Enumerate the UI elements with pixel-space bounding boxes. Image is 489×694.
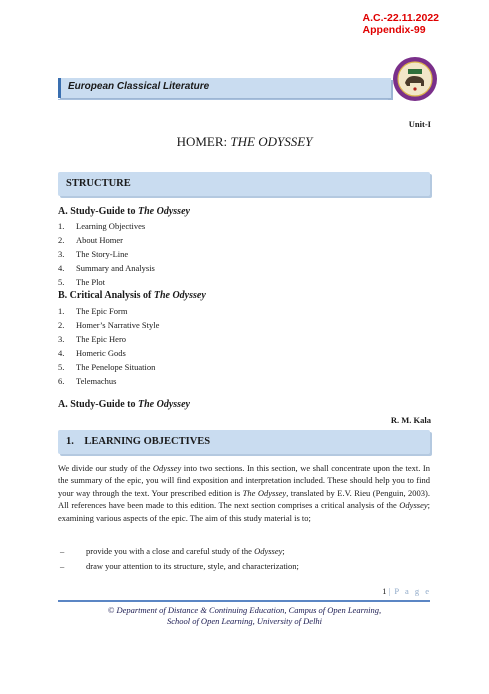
section-a-heading <box>58 399 190 410</box>
list-item: 3. The Story-Line <box>58 249 129 260</box>
title-work: THE ODYSSEY <box>230 134 313 149</box>
list-item: 2. About Homer <box>58 235 123 246</box>
list-item: – provide you with a close and careful study of the Odyssey; <box>60 546 285 556</box>
stamp-line-1: A.C.-22.11.2022 <box>362 12 439 24</box>
list-item: 5. The Penelope Situation <box>58 362 156 373</box>
footer-line-2: School of Open Learning, University of Delhi <box>166 616 323 626</box>
list-item: 1. The Epic Form <box>58 306 128 316</box>
part-a-list <box>58 219 155 289</box>
objectives-heading-bar <box>58 430 430 454</box>
list-item: 4. Summary and Analysis <box>58 263 155 274</box>
part-b-heading <box>58 290 206 301</box>
unit-label: Unit-I <box>408 119 431 129</box>
section-a-work: The Odyssey <box>138 399 190 410</box>
section-a-label: A. Study-Guide to <box>58 399 139 410</box>
part-b-label: B. Critical Analysis of <box>58 290 154 301</box>
page-number: 1 | P a g e <box>382 586 431 596</box>
part-a-work: The Odyssey <box>138 206 190 217</box>
list-item: – draw your attention to its structure, style, and characterization; <box>60 561 299 571</box>
list-item: 5. The Plot <box>58 277 106 288</box>
banner-rule <box>58 99 388 100</box>
list-item: 1. Learning Objectives <box>58 221 146 231</box>
list-item: 3. The Epic Hero <box>58 334 127 345</box>
footer-line-1: © Department of Distance & Continuing Education, Campus of Open Learning, <box>107 605 382 615</box>
structure-heading: STRUCTURE <box>66 178 131 189</box>
author-name: R. M. Kala <box>390 415 431 425</box>
part-b-work: The Odyssey <box>153 290 206 301</box>
part-b-list <box>58 304 159 389</box>
list-item: 6. Telemachus <box>58 376 117 387</box>
approval-stamp <box>363 12 439 36</box>
title-author: HOMER: <box>176 134 228 149</box>
stamp-line-2: Appendix-99 <box>362 24 426 36</box>
list-item: 2. Homer’s Narrative Style <box>58 320 160 331</box>
course-title: European Classical Literature <box>68 81 210 92</box>
part-a-heading <box>58 206 190 217</box>
footer-rule <box>58 600 430 602</box>
page-footer <box>0 605 489 627</box>
part-a-label: A. Study-Guide to <box>58 206 139 217</box>
structure-heading-bar <box>58 172 430 196</box>
objectives-heading: 1. LEARNING OBJECTIVES <box>66 436 211 447</box>
aims-list <box>58 544 299 574</box>
course-banner <box>58 78 391 98</box>
list-item: 4. Homeric Gods <box>58 348 126 359</box>
intro-paragraph: We divide our study of the Odyssey into two sections. In this section, we shall concentrate upon the text. In the summary of the epic, you will find exposition and interpretation included. These should help you to find your way through the text. Your prescribed edition is The Odyssey, translated by E.V. Rieu (Penguin, 2003). All references have been made to this edition. The next section comprises a critical analysis of the Odyssey; examining various aspects of the epic. The aim of this study material is to; <box>58 463 431 523</box>
university-seal-icon <box>392 56 438 102</box>
page-title <box>0 134 489 150</box>
